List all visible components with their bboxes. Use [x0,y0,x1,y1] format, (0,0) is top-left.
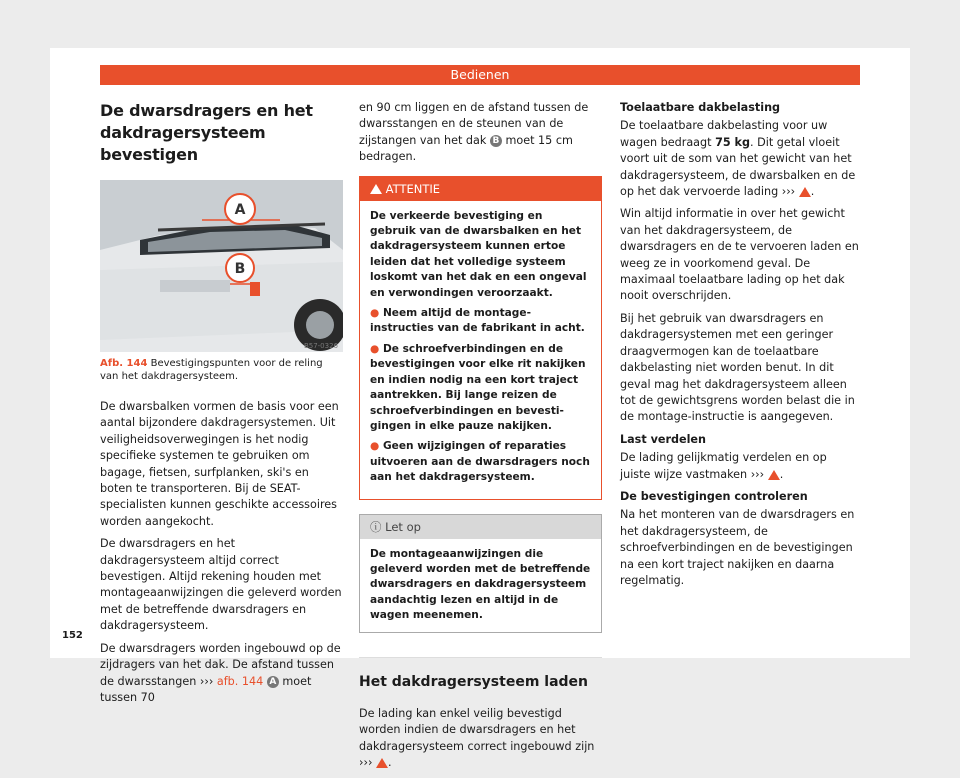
marker-a-icon: A [267,676,279,688]
column-1 [100,100,343,712]
subsection-title: Het dakdragersysteem laden [359,657,602,690]
warning-triangle-icon [799,187,811,197]
caption-label: Afb. 144 [100,358,148,369]
section-header-band: Bedienen [100,65,860,85]
warning-triangle-icon [768,470,780,480]
tip-box [359,514,602,633]
info-icon: ⓘ [370,519,382,534]
warning-triangle-icon [370,184,382,194]
caption-text: Bevestigingspunten voor de reling van het dakdragersysteem. [100,358,323,382]
paragraph: en 90 cm liggen en de afstand tussen de dwarsstangen en de steunen van de zijstangen van het dak B moet 15 cm bedragen. [359,101,589,164]
warning-box [359,176,602,500]
warning-bullet: ● De schroefverbindingen en de bevestigingen voor elke rit nakijken en indien nodig na een kort traject aantrekken. Bij lange reizen de schroefverbindingen en bevestigingen in elke pauze nakijken. [370,342,586,432]
section-title: De dwarsdragers en het dakdragersysteem bevestigen [100,101,313,164]
figure-label-b: B [234,261,246,277]
subheading: Last verdelen [620,432,706,446]
warning-bullet: ● Geen wijzigingen of reparaties uitvoeren aan de dwarsdragers noch aan het dakdragersysteem. [370,440,590,484]
paragraph: De toelaatbare dakbelasting voor uw wagen bedraagt 75 kg. Dit getal vloeit voort uit de som van het gewicht van het dakdragersysteem, de dwarsbalken en de op het dak vervoerde lading ››› . [620,119,856,199]
bullet-icon: ● [370,440,383,453]
page-number: 152 [62,630,83,641]
figure-link[interactable]: afb. 144 [216,674,264,688]
bullet-icon: ● [370,307,383,320]
column-3 [620,100,860,595]
paragraph: De lading kan enkel veilig bevestigd worden indien de dwarsdragers en het dakdragersysteem correct ingebouwd zijn ››› . [359,706,595,770]
bullet-icon: ● [370,342,383,355]
tip-body: De montageaanwijzingen die geleverd worden met de betreffende dwarsdragers en dakdragersysteem aandachtig lezen en altijd in de wagen meenemen. [370,547,591,622]
column-2 [359,100,602,778]
paragraph: Win altijd informatie in over het gewicht van het dakdragersysteem, de dwarsdragers en de te vervoeren laden en weeg ze in voorkomend geval. De maximaal toelaatbare lading op het dak nooit overschrijden. [620,207,859,303]
paragraph: De dwarsdragers worden ingebouwd op de zijdragers van het dak. De afstand tussen de dwarsstangen ››› afb. 144 A moet tussen 70 [100,641,341,704]
warning-intro: De verkeerde bevestiging en gebruik van de dwarsbalken en het dakdragersysteem kunnen ertoe leiden dat het volledige systeem loskomt van het dak en een ongeval en verwondingen veroorzaakt. [370,209,587,299]
paragraph: De dwarsdragers en het dakdragersysteem altijd correct bevestigen. Altijd rekening houden met montageaanwijzingen die geleverd worden met de betreffende dwarsdragers en dakdragersysteem. [100,537,342,633]
arrow-icon: ››› [199,674,214,688]
paragraph: Bij het gebruik van dwarsdragers en dakdragersystemen met een geringer draagvermogen kan de toelaatbare dakbelasting niet worden benut. In dit geval mag het dakdragersysteem alleen tot de gewichtsgrens worden belast die in de montage-instructie is aangegeven. [620,311,855,424]
warning-header: ATTENTIE [360,177,601,201]
warning-triangle-icon [376,758,388,768]
warning-bullet: ● Neem altijd de montage-instructies van de fabrikant in acht. [370,307,585,335]
figure-caption [100,357,343,383]
car-roof-figure [100,180,343,352]
car-illustration [100,180,343,352]
figure-label-a: A [234,202,246,218]
subheading: Toelaatbare dakbelasting [620,101,781,114]
subheading: De bevestigingen controleren [620,489,808,503]
arrow-icon: ››› [781,185,796,199]
arrow-icon: ››› [750,467,765,481]
tip-header: ⓘ Let op [360,515,601,539]
warning-body [360,201,601,499]
paragraph: De dwarsbalken vormen de basis voor een aantal bijzondere dakdragersystemen. Uit veiligheidsoverwegingen is het nodig specifieke systemen te gebruiken om bagage, fietsen, surfplanken, ski's en boten te transporteren. Bij de SEAT-specialisten kunnen geschikte accessoires worden aangekocht. [100,400,339,528]
figure-code: B57-0326 [303,342,338,350]
paragraph: Na het monteren van de dwarsdragers en het dakdragersysteem, de schroefverbindingen en de bevestigingen na een kort traject nakijken en daarna regelmatig. [620,508,855,587]
arrow-icon: ››› [359,756,373,770]
marker-b-icon: B [490,135,502,147]
paragraph: De lading gelijkmatig verdelen en op juiste wijze vastmaken ››› . [620,451,827,481]
